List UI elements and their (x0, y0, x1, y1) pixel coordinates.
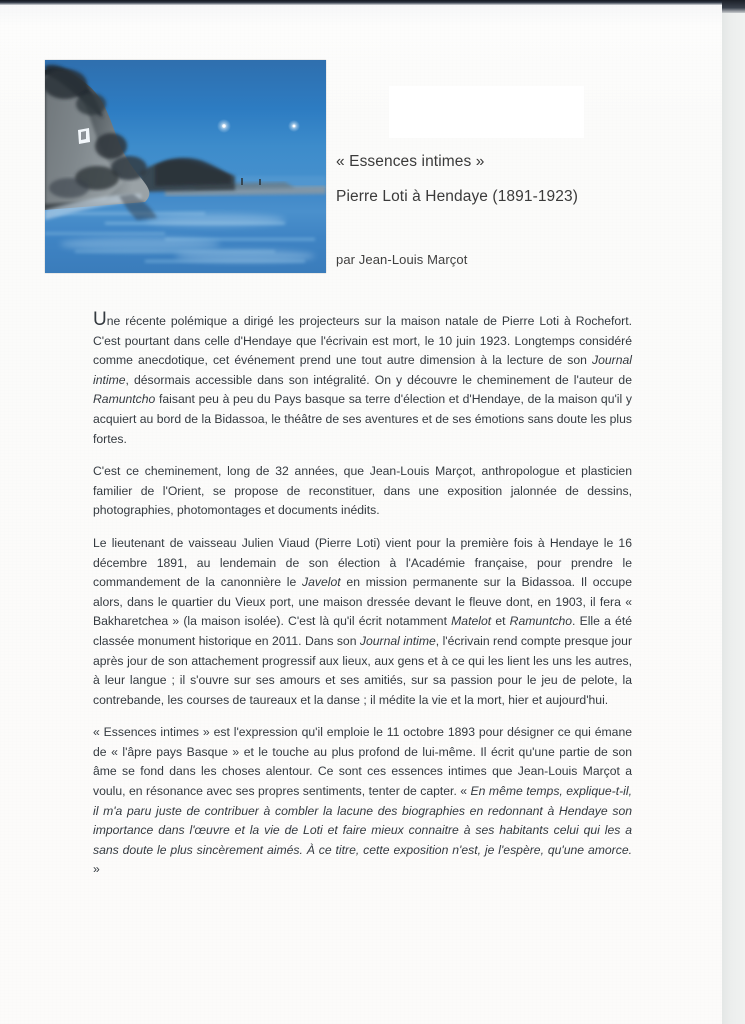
blank-white-plate (389, 86, 584, 138)
text-run: C'est ce cheminement, long de 32 années, que Jean-Louis Marçot, anthropologue et plasticien familier de l'Orient, se propose de reconstituer, dans une exposition jalonnée de dessins, photographies, photomontages et documents inédits. (93, 464, 632, 518)
scan-top-edge-band (0, 0, 745, 5)
text-run: » (93, 862, 100, 877)
title-block (336, 152, 666, 208)
text-run: « Essences intimes » est l'expression qu'il emploie le 11 octobre 1893 pour désigner ce qui émane de « l'âpre pays Basque » et le touche au plus profond de lui-même. Il écrit qu'une partie de son âme se fond dans les choses alentour. Ce sont ces essences intimes que Jean-Louis Marçot a voulu, en résonance avec ses propres sentiments, tenter de capter. « (93, 725, 632, 799)
text-run: , l'écrivain rend compte presque jour après jour de son attachement progressif aux lieux, aux gens et à ce qui les lient les uns les autres, à leur langue ; il s'ouvre sur ses amours et ses amitiés, sur sa passion pour le jeu de pelote, la contrebande, les courses de taureaux et la danse ; il médite la vie et la mort, hier et aujourd'hui. (93, 633, 633, 707)
byline: par Jean-Louis Marçot (336, 252, 468, 267)
italic-run: Journal intime (359, 633, 436, 648)
body-paragraph (93, 462, 632, 521)
text-run: , désormais accessible dans son intégralité. On y découvre le cheminement de l'auteur de (125, 372, 632, 387)
body-paragraph (93, 310, 632, 449)
artwork-illustration (45, 60, 326, 273)
page-title: « Essences intimes » (336, 153, 485, 170)
header-artwork-image (45, 60, 326, 273)
page-subtitle: Pierre Loti à Hendaye (1891-1923) (336, 187, 578, 205)
text-run: Le lieutenant de vaisseau Julien Viaud (Pierre Loti) vient pour la première fois à Hendaye le 16 décembre 1891, au lendemain de son élection à l'Académie française, pour prendre le commandement de la canonnière le (93, 535, 632, 590)
italic-run: Ramuntcho (509, 614, 572, 629)
scan-right-edge (722, 0, 745, 1024)
body-paragraph (93, 723, 632, 880)
text-run: en mission permanente sur la Bidassoa. Il occupe alors, dans le quartier du Vieux port, une maison dressée devant le fleuve dont, en 1903, il fera « Bakharetchea » (la maison isolée). C'est là qu'il écrit notamment (93, 575, 632, 629)
text-run: . Elle a été classée monument historique en 2011. Dans son (93, 614, 632, 648)
scan-top-edge-band-corner (722, 0, 745, 13)
text-run: faisant peu à peu du Pays basque sa terre d'élection et d'Hendaye, de la maison qu'il y acquiert au bord de la Bidassoa, le théâtre de ses aventures et de ses émotions sans doute les plus fortes. (93, 392, 632, 446)
italic-run: Journal intime (93, 353, 632, 387)
text-run: Une récente polémique a dirigé les projecteurs sur la maison natale de Pierre Loti à Rochefort. C'est pourtant dans celle d'Hendaye que l'écrivain est mort, le 10 juin 1923. Longtemps considéré comme anecdotique, cet événement prend une tout autre dimension à la lecture de son (93, 309, 632, 368)
italic-run: Matelot (451, 614, 492, 629)
italic-run: Javelot (302, 575, 341, 590)
article-body (93, 310, 632, 893)
text-run: et (491, 614, 510, 629)
italic-run: Ramuntcho (93, 392, 156, 407)
italic-run: En même temps, explique-t-il, il m'a paru juste de contribuer à combler la lacune des biographies en redonnant à Hendaye son importance dans l'œuvre et la vie de Loti et faire mieux connaitre à ses habitants celui qui les a sans doute le plus sincèrement aimés. À ce titre, cette exposition n'est, je l'espère, qu'une amorce. (93, 784, 632, 857)
body-paragraph (93, 534, 632, 710)
